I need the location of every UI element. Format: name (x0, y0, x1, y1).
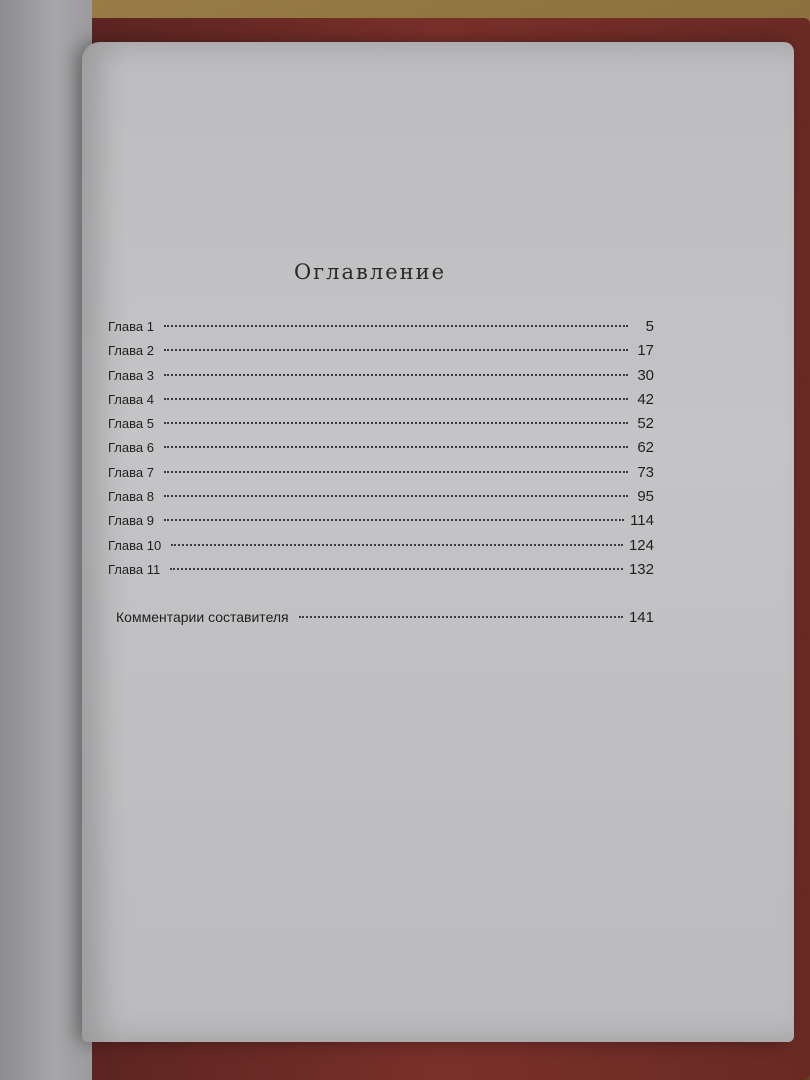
toc-entry-page: 132 (628, 560, 654, 578)
toc-entry-label: Глава 1 (108, 319, 154, 334)
toc-entry-label: Глава 10 (108, 537, 162, 553)
toc-leader-dots (164, 422, 628, 424)
toc-entry-label: Глава 2 (108, 343, 154, 359)
toc-entry-page: 5 (645, 318, 654, 335)
toc-entry (108, 342, 654, 366)
toc-list (108, 318, 654, 585)
toc-entry-label: Глава 5 (108, 416, 154, 432)
toc-entry-page: 62 (637, 439, 654, 457)
toc-entry-label: Глава 4 (108, 391, 154, 407)
toc-entry-page: 42 (637, 390, 654, 408)
toc-entry (108, 391, 654, 415)
toc-entry-page: 114 (630, 512, 654, 530)
toc-leader-dots (299, 616, 623, 618)
toc-entry-label: Глава 7 (108, 464, 154, 480)
toc-leader-dots (170, 568, 623, 570)
toc-entry-label: Глава 3 (108, 367, 154, 383)
toc-leader-dots (164, 446, 628, 448)
toc-leader-dots (164, 374, 628, 376)
toc-entry-page: 73 (637, 463, 654, 481)
toc-entry (108, 318, 654, 342)
toc-entry (108, 367, 654, 391)
toc-entry-label: Комментарии составителя (116, 609, 289, 625)
toc-entry-page: 141 (628, 609, 654, 626)
toc-entry (108, 415, 654, 439)
toc-entry-label: Глава 11 (108, 561, 161, 577)
toc-entry (108, 488, 654, 512)
toc-entry (108, 512, 654, 536)
toc-entry-page: 124 (628, 536, 654, 554)
toc-entry-page: 30 (637, 366, 654, 384)
toc-leader-dots (164, 325, 628, 327)
toc-leader-dots (164, 495, 628, 497)
toc-leader-dots (164, 471, 628, 473)
toc-entry-page: 52 (637, 415, 654, 433)
left-page-edge (0, 0, 92, 1080)
toc-entry-page: 17 (637, 342, 654, 360)
toc-entry (108, 464, 654, 488)
toc-entry-label: Глава 9 (108, 513, 154, 529)
toc-entry (108, 537, 654, 561)
toc-title: Оглавление (293, 260, 447, 284)
toc-leader-dots (171, 544, 623, 546)
toc-entry-label: Глава 6 (108, 440, 154, 456)
toc-entry (108, 561, 654, 585)
toc-leader-dots (164, 349, 628, 351)
toc-entry-page: 95 (637, 488, 654, 506)
toc-entry-label: Глава 8 (108, 489, 154, 505)
toc-leader-dots (164, 398, 628, 400)
toc-leader-dots (164, 519, 624, 521)
toc-entry-commentary (116, 609, 654, 633)
toc-entry (108, 439, 654, 463)
